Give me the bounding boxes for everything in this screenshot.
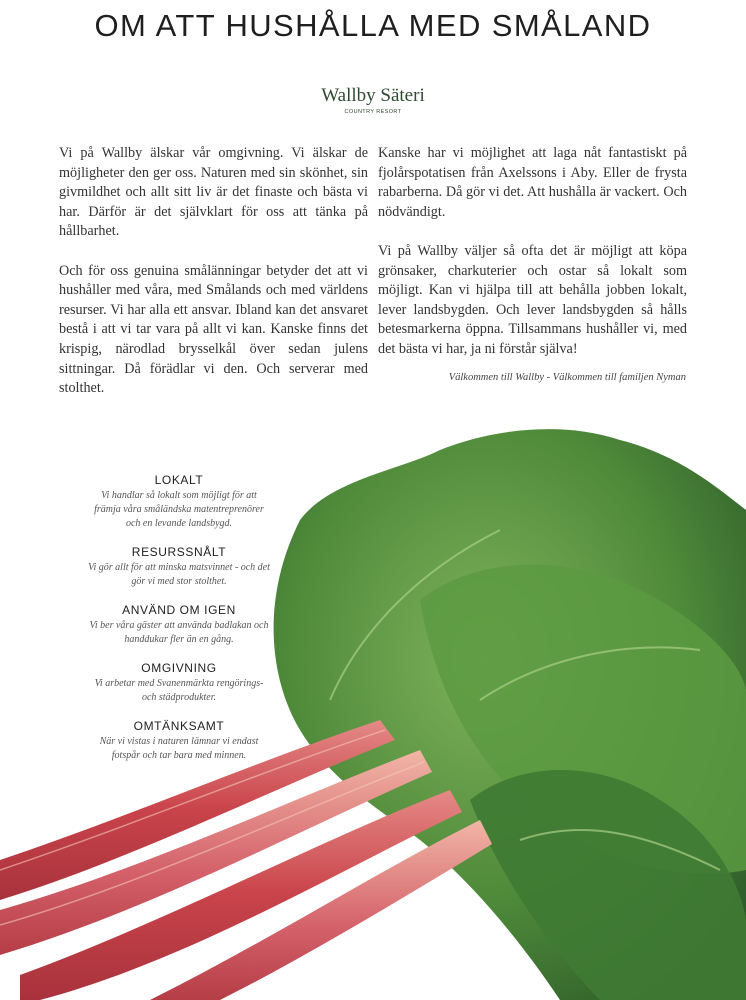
left-text-column [59, 144, 368, 418]
paragraph: Vi på Wallby älskar vår omgivning. Vi älskar de möjligheter den ger oss. Naturen med sin skönhet, sin givmildhet och allt sitt liv är det finaste och bästa vi har. Därför är det självklart för oss att tänka på hållbarhet. [59, 145, 368, 240]
value-heading: OMGIVNING [141, 661, 217, 675]
paragraph: Vi på Wallby väljer så ofta det är möjligt att köpa grönsaker, charkuterier och ostar så lokalt som möjligt. Kan vi hjälpa till att behålla jobben lokalt, lever landsbygden. Och lever landsbygden så hålls betesmarkerna öppna. Tillsammans hushåller vi, med det bästa vi har, ja ni förstår själva! [378, 242, 687, 357]
value-item-resurssnalt [88, 544, 270, 589]
paragraph: Och för oss genuina smålänningar betyder det att vi hushåller med våra, med Smålands och med världens resurser. Vi har alla ett ansvar. Ibland kan det ansvaret bestå i att vi tar vara på allt vi kan. Kanske finns det krispig, närodlad brysselkål över sedan julens sittningar. Då förädlar vi den. Och serverar med stolthet. [59, 262, 368, 397]
value-item-omgivning [88, 660, 270, 705]
value-heading: RESURSSNÅLT [131, 545, 227, 559]
signoff: Välkommen till Wallby - Välkommen till familjen Nyman [448, 372, 686, 383]
value-text: Vi gör allt för att minska matsvinnet - och det gör vi med stor stolthet. [88, 562, 270, 587]
value-text: Vi handlar så lokalt som möjligt för att främja våra småländska matentreprenörer och en levande landsbygd. [94, 490, 264, 529]
paragraph: Kanske har vi möjlighet att laga nåt fantastiskt på fjolårspotatisen från Axelssons i Aby. Eller de frysta rabarberna. Då gör vi det. Att hushålla är vackert. Och nödvändigt. [378, 145, 687, 220]
value-item-lokalt [88, 472, 270, 531]
value-text: Vi arbetar med Svanenmärkta rengörings- och städprodukter. [94, 678, 264, 703]
value-heading: ANVÄND OM IGEN [122, 603, 236, 617]
right-text-column [378, 144, 687, 379]
value-item-anvand-om-igen [88, 602, 270, 647]
value-text: Vi ber våra gäster att använda badlakan och handdukar fler än en gång. [89, 620, 269, 645]
page-title: OM ATT HUSHÅLLA MED SMÅLAND [94, 8, 652, 43]
brand-logo [0, 86, 746, 115]
brand-tagline: COUNTRY RESORT [344, 109, 402, 115]
value-text: När vi vistas i naturen lämnar vi endast fotspår och tar bara med minnen. [99, 736, 259, 761]
value-heading: LOKALT [154, 473, 204, 487]
value-item-omtanksamt [88, 718, 270, 763]
value-heading: OMTÄNKSAMT [133, 719, 225, 733]
brand-name: Wallby Säteri [321, 85, 425, 106]
values-list [88, 472, 270, 776]
